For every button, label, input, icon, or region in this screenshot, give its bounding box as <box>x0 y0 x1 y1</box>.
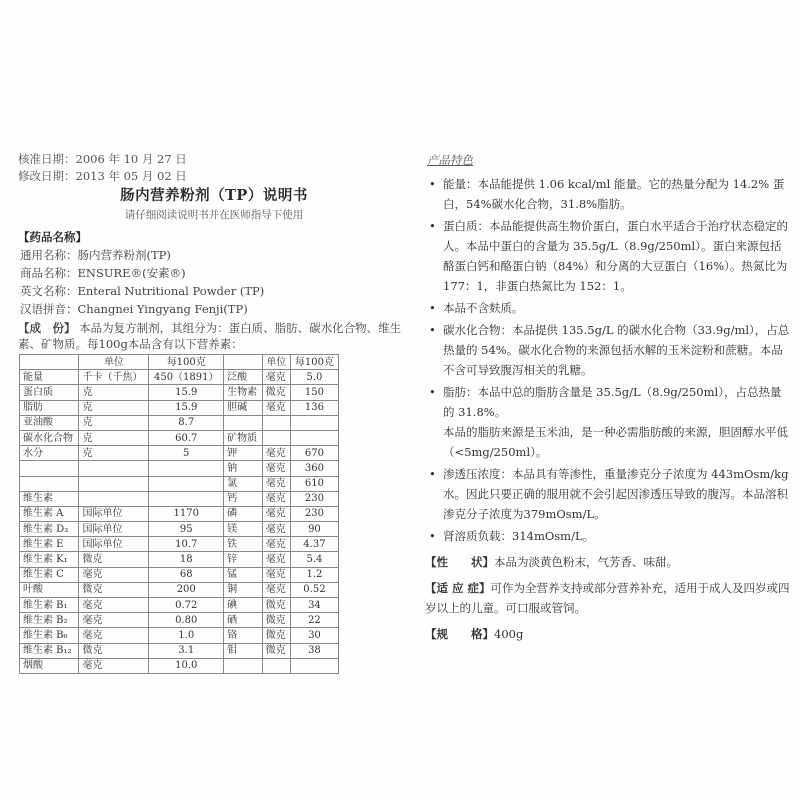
table-cell: 钾 <box>224 446 263 461</box>
feature-text: 本品不含麸质。 <box>443 301 524 315</box>
table-cell <box>79 476 149 491</box>
table-cell: 克 <box>79 385 149 400</box>
table-row <box>20 430 339 445</box>
table-cell <box>20 476 79 491</box>
properties-label: 【性 状】 <box>425 555 494 569</box>
table-cell: 维生素 A <box>20 506 79 521</box>
table-cell: 毫克 <box>79 567 149 582</box>
table-cell: 铁 <box>224 537 263 552</box>
table-row <box>20 658 339 673</box>
table-row <box>20 552 339 567</box>
bullet-icon: • <box>429 323 436 337</box>
features-header: 产品特色 <box>427 153 473 167</box>
table-cell: 毫克 <box>262 567 290 582</box>
table-cell: 5.4 <box>290 552 338 567</box>
col-header-unit-2: 单位 <box>262 355 290 370</box>
table-row <box>20 400 339 415</box>
table-cell: 泛酸 <box>224 370 263 385</box>
table-row <box>20 537 339 552</box>
table-cell: 90 <box>290 522 338 537</box>
feature-item <box>425 464 790 524</box>
col-header-nutrient <box>20 355 79 370</box>
dates-block <box>18 150 410 184</box>
table-cell: 水分 <box>20 446 79 461</box>
feature-item <box>425 216 790 296</box>
table-cell <box>149 491 224 506</box>
table-cell: 磷 <box>224 506 263 521</box>
table-cell: 微克 <box>79 552 149 567</box>
bullet-icon: • <box>429 219 436 233</box>
table-cell: 0.80 <box>149 613 224 628</box>
feature-item <box>425 174 790 214</box>
feature-text: 渗透压浓度：本品具有等渗性，重量渗克分子浓度为 443mOsm/kg水。因此只要正确的服用就不会引起因渗透压导致的腹泻。本品溶积渗克分子浓度为379mOsm/L。 <box>443 467 789 521</box>
features-list <box>425 174 790 546</box>
indications-text: 可作为全营养支持或部分营养补充，适用于成人及四岁或四岁以上的儿童。可口服或管饲。 <box>425 581 790 615</box>
table-cell: 碳水化合物 <box>20 430 79 445</box>
table-cell: 国际单位 <box>79 506 149 521</box>
table-cell: 毫克 <box>262 370 290 385</box>
table-row <box>20 582 339 597</box>
table-cell: 千卡（千焦） <box>79 370 149 385</box>
table-cell: 胆碱 <box>224 400 263 415</box>
table-cell: 克 <box>79 400 149 415</box>
table-cell: 15.9 <box>149 400 224 415</box>
composition-header: 【成 份】 <box>18 321 76 335</box>
generic-name: 通用名称：肠内营养粉剂(TP) <box>20 248 171 262</box>
table-cell <box>224 658 263 673</box>
table-cell: 亚油酸 <box>20 415 79 430</box>
table-row <box>20 506 339 521</box>
revision-date: 修改日期：2013 年 05 月 02 日 <box>18 169 187 183</box>
table-cell: 硒 <box>224 613 263 628</box>
table-cell: 国际单位 <box>79 522 149 537</box>
col-header-unit: 单位 <box>79 355 149 370</box>
table-row <box>20 461 339 476</box>
table-cell: 30 <box>290 628 338 643</box>
feature-item <box>425 382 790 462</box>
col-header-per100g: 每100克 <box>149 355 224 370</box>
feature-text: 能量：本品能提供 1.06 kcal/ml 能量。它的热量分配为 14.2% 蛋白，54%碳水化合物，31.8%脂肪。 <box>443 177 785 211</box>
table-row <box>20 598 339 613</box>
table-cell: 蛋白质 <box>20 385 79 400</box>
feature-text: 脂肪：本品中总的脂肪含量是 35.5g/L（8.9g/250ml），占总热量的 31.8%。 <box>443 385 782 419</box>
bullet-icon: • <box>429 529 436 543</box>
table-cell: 8.7 <box>149 415 224 430</box>
table-cell: 矿物质 <box>224 430 263 445</box>
table-cell <box>290 430 338 445</box>
table-cell: 200 <box>149 582 224 597</box>
indications-label: 【适 应 症】 <box>425 581 491 595</box>
table-cell: 锌 <box>224 552 263 567</box>
table-cell: 克 <box>79 415 149 430</box>
table-cell: 钙 <box>224 491 263 506</box>
english-name: 英文名称：Enteral Nutritional Powder (TP) <box>20 284 265 298</box>
table-cell <box>79 461 149 476</box>
table-cell: 38 <box>290 643 338 658</box>
nutrient-table-body <box>20 370 339 674</box>
table-cell: 610 <box>290 476 338 491</box>
table-cell: 3.1 <box>149 643 224 658</box>
table-cell: 氯 <box>224 476 263 491</box>
table-cell: 1.2 <box>290 567 338 582</box>
table-cell: 18 <box>149 552 224 567</box>
table-cell <box>224 415 263 430</box>
spec-section <box>425 624 790 644</box>
table-row <box>20 567 339 582</box>
table-cell: 670 <box>290 446 338 461</box>
table-cell: 维生素 <box>20 491 79 506</box>
table-cell: 毫克 <box>262 537 290 552</box>
table-cell: 微克 <box>262 643 290 658</box>
table-cell: 毫克 <box>262 506 290 521</box>
table-cell <box>262 430 290 445</box>
table-cell: 微克 <box>262 385 290 400</box>
table-cell: 镁 <box>224 522 263 537</box>
table-cell: 维生素 B₁ <box>20 598 79 613</box>
table-cell: 能量 <box>20 370 79 385</box>
table-cell: 维生素 B₆ <box>20 628 79 643</box>
table-cell: 微克 <box>262 598 290 613</box>
table-row <box>20 476 339 491</box>
table-cell <box>149 461 224 476</box>
table-cell <box>149 476 224 491</box>
table-row <box>20 446 339 461</box>
table-row <box>20 491 339 506</box>
table-cell: 锰 <box>224 567 263 582</box>
table-cell: 毫克 <box>79 658 149 673</box>
feature-text: 碳水化合物：本品提供 135.5g/L 的碳水化合物（33.9g/ml），占总热量的 54%。碳水化合物的来源包括水解的玉米淀粉和蔗糖。本品不含可导致腹泻相关的乳糖。 <box>443 323 790 377</box>
feature-item <box>425 526 790 546</box>
feature-text: 肾溶质负载：314mOsm/L。 <box>443 529 595 543</box>
table-cell: 毫克 <box>79 613 149 628</box>
composition-text: 本品为复方制剂，其组分为：蛋白质、脂肪、碳水化合物、维生素、矿物质。每100g本品含有以下营养素： <box>18 321 402 351</box>
table-cell: 钼 <box>224 643 263 658</box>
properties-section <box>425 552 790 572</box>
bullet-icon: • <box>429 301 436 315</box>
table-cell: 4.37 <box>290 537 338 552</box>
document-subtitle: 请仔细阅读说明书并在医师指导下使用 <box>124 209 304 221</box>
table-cell: 生物素 <box>224 385 263 400</box>
table-cell: 维生素 B₂ <box>20 613 79 628</box>
table-cell <box>262 415 290 430</box>
left-column <box>18 150 410 674</box>
properties-text: 本品为淡黄色粉末，气芳香、味甜。 <box>494 555 678 569</box>
table-row <box>20 643 339 658</box>
table-cell: 毫克 <box>262 552 290 567</box>
table-cell: 360 <box>290 461 338 476</box>
feature-item <box>425 320 790 380</box>
table-cell: 450（1891） <box>149 370 224 385</box>
approval-date: 核准日期：2006 年 10 月 27 日 <box>18 152 187 166</box>
bullet-icon: • <box>429 385 436 399</box>
table-cell: 毫克 <box>262 476 290 491</box>
col-header-per100g-2: 每100克 <box>290 355 338 370</box>
table-cell: 230 <box>290 491 338 506</box>
table-cell: 10.7 <box>149 537 224 552</box>
table-cell: 5.0 <box>290 370 338 385</box>
table-cell: 0.72 <box>149 598 224 613</box>
table-cell: 烟酸 <box>20 658 79 673</box>
table-cell <box>290 658 338 673</box>
table-cell: 毫克 <box>262 446 290 461</box>
right-column <box>425 150 790 644</box>
table-row <box>20 628 339 643</box>
table-cell: 22 <box>290 613 338 628</box>
table-row <box>20 522 339 537</box>
table-row <box>20 370 339 385</box>
spec-text: 400g <box>494 627 524 641</box>
table-cell: 毫克 <box>79 628 149 643</box>
table-cell: 克 <box>79 446 149 461</box>
table-cell: 维生素 B₁₂ <box>20 643 79 658</box>
table-cell: 毫克 <box>262 491 290 506</box>
table-cell: 克 <box>79 430 149 445</box>
table-cell: 68 <box>149 567 224 582</box>
table-row <box>20 613 339 628</box>
table-row <box>20 385 339 400</box>
col-header-nutrient-2 <box>224 355 263 370</box>
table-cell: 34 <box>290 598 338 613</box>
document-title: 肠内营养粉剂（TP）说明书 <box>120 187 308 204</box>
table-cell: 铜 <box>224 582 263 597</box>
nutrient-table <box>19 354 339 674</box>
table-cell: 碘 <box>224 598 263 613</box>
table-cell: 230 <box>290 506 338 521</box>
feature-text: 蛋白质：本品能提供高生物价蛋白，蛋白水平适合于治疗状态稳定的人。本品中蛋白的含量为 35.5g/L（8.9g/250ml）。蛋白来源包括酪蛋白钙和酪蛋白钠（84%）和分离的大豆蛋白（16%）。热氮比为 177：1，非蛋白热氮比为 152：1。 <box>443 219 788 293</box>
table-cell: 脂肪 <box>20 400 79 415</box>
indications-section <box>425 578 790 618</box>
table-cell <box>20 461 79 476</box>
drug-name-header: 【药品名称】 <box>18 230 87 244</box>
bullet-icon: • <box>429 467 436 481</box>
table-cell <box>79 491 149 506</box>
table-cell <box>262 658 290 673</box>
table-cell: 铬 <box>224 628 263 643</box>
table-row <box>20 415 339 430</box>
table-cell: 微克 <box>79 643 149 658</box>
table-cell: 维生素 D₃ <box>20 522 79 537</box>
table-cell: 1.0 <box>149 628 224 643</box>
table-cell: 毫克 <box>262 400 290 415</box>
table-cell: 60.7 <box>149 430 224 445</box>
feature-extra-text: 本品的脂肪来源是玉米油，是一种必需脂肪酸的来源，胆固醇水平低（<5mg/250ml）。 <box>443 425 788 459</box>
bullet-icon: • <box>429 177 436 191</box>
spec-label: 【规 格】 <box>425 627 494 641</box>
table-cell: 15.9 <box>149 385 224 400</box>
table-cell: 叶酸 <box>20 582 79 597</box>
pinyin-name: 汉语拼音：Changnei Yingyang Fenji(TP) <box>20 302 248 316</box>
trade-name: 商品名称：ENSURE®(安素®) <box>20 266 186 280</box>
table-cell: 毫克 <box>262 522 290 537</box>
composition-block <box>18 320 410 352</box>
table-cell: 1170 <box>149 506 224 521</box>
table-cell: 微克 <box>262 628 290 643</box>
table-cell: 10.0 <box>149 658 224 673</box>
table-cell: 0.52 <box>290 582 338 597</box>
table-cell: 钠 <box>224 461 263 476</box>
table-cell: 95 <box>149 522 224 537</box>
table-cell: 维生素 C <box>20 567 79 582</box>
table-cell: 毫克 <box>262 582 290 597</box>
feature-item <box>425 298 790 318</box>
table-cell: 150 <box>290 385 338 400</box>
table-cell: 微克 <box>262 613 290 628</box>
table-cell: 维生素 K₁ <box>20 552 79 567</box>
nutrient-table-header <box>20 355 339 370</box>
table-cell: 毫克 <box>262 461 290 476</box>
table-cell: 毫克 <box>79 598 149 613</box>
table-cell <box>290 415 338 430</box>
table-cell: 国际单位 <box>79 537 149 552</box>
table-cell: 微克 <box>79 582 149 597</box>
table-cell: 5 <box>149 446 224 461</box>
table-cell: 维生素 E <box>20 537 79 552</box>
table-cell: 136 <box>290 400 338 415</box>
